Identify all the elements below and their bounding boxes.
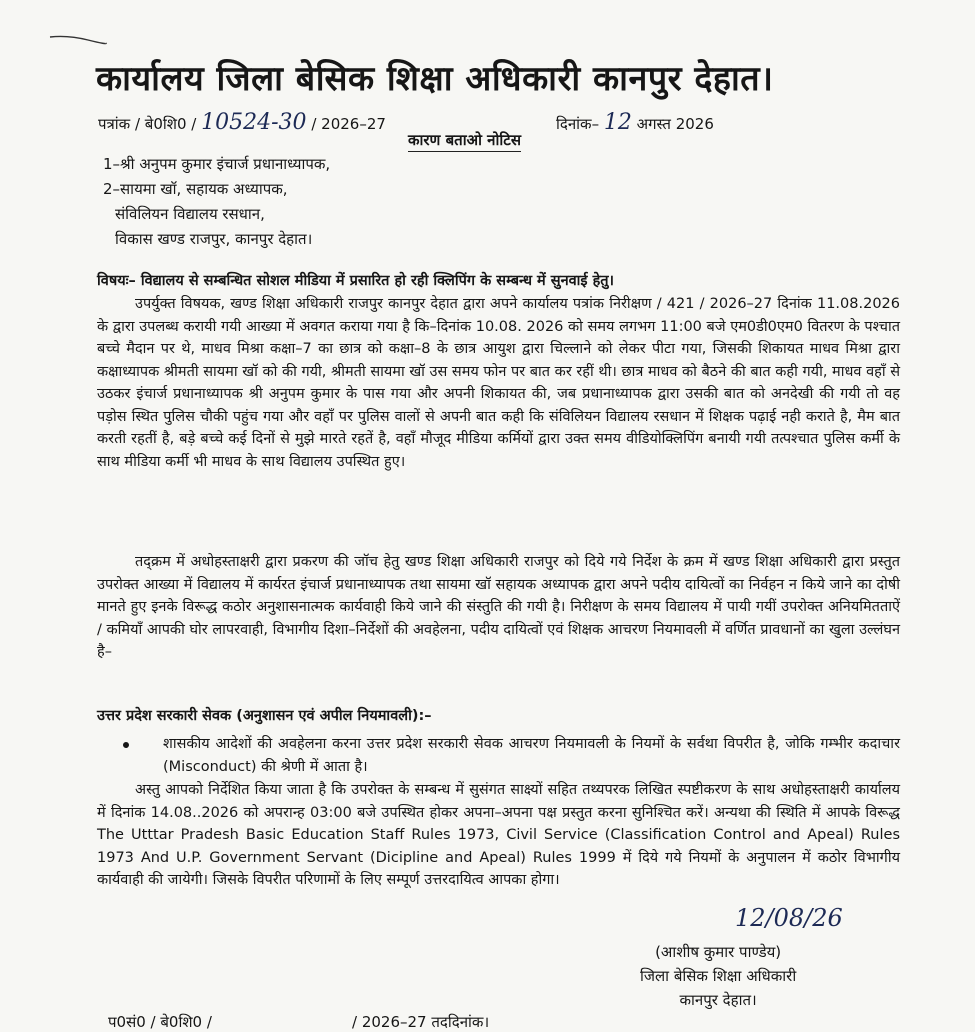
reference-number [98, 110, 386, 135]
date-label: दिनांक– [556, 115, 600, 133]
paragraph-2-text: तद्क्रम में अधोहस्ताक्षरी द्वारा प्रकरण की जॉच हेतु खण्ड शिक्षा अधिकारी राजपुर को दिये गये निर्देश के क्रम में खण्ड शिक्षा अधिकारी द्वारा प्रस्तुत उपरोक्त आख्या में विद्यालय में कार्यरत इंचार्ज प्रधानाध्यापक तथा सायमा खॉ सहायक अध्यापक द्वारा अपने पदीय दायित्वों का निर्वहन न किये जाने का दोषी मानते हुए इनके विरूद्ध कठोर अनुशासनात्मक कार्यवाही किये जाने की संस्तुति की गयी है। निरीक्षण के समय विद्यालय में पायी गयीं उपरोक्त अनियमितताऐं / कमियॉं आपकी घोर लापरवाही, विभागीय दिशा–निर्देशों की अवहेलना, पदीय दायित्वों एवं शिक्षक आचरण नियमावली में वर्णित प्रावधानों का खुला उल्लंघन है– [97, 554, 900, 660]
footer-ref: प0सं0 / बे0शि0 / [108, 1013, 212, 1031]
notice-date [556, 110, 714, 135]
addressee-line-1: 1–श्री अनुपम कुमार इंचार्ज प्रधानाध्यापक, [103, 155, 331, 173]
date-handwritten: 12 [603, 110, 632, 135]
paragraph-1-text: उपर्युक्त विषयक, खण्ड शिक्षा अधिकारी राजपुर कानपुर देहात द्वारा अपने कार्यालय पत्रांक निरीक्षण / 421 / 2026–27 दिनांक 11.08.2026 के द्वारा उपलब्ध करायी गयी आख्या में अवगत कराया गया है कि–दिनांक 10.08. 2026 को समय लगभग 11:00 बजे एम0डी0एम0 वितरण के पश्चात बच्चे मैदान पर थे, माधव मिश्रा कक्षा–7 का छात्र को कक्षा–8 के छात्र आयुश द्वारा चिल्लाने को लेकर पीटा गया, जिसकी शिकायत माधव मिश्रा द्वारा कक्षाध्यापक श्रीमती सायमा खॉ को की गयी, श्रीमती सायमा खॉ उस समय फोन पर बात कर रहीं थी। छात्र माधव को बैठने की बात कही गयी, माधव वहॉं से उठकर इंचार्ज प्रधानाध्यापक श्री अनुपम कुमार के पास गया और अपनी शिकायत की, जब प्रधानाध्यापक द्वारा उसकी बात को अनदेखी की गयी तो वह पड़ोस स्थित पुलिस चौकी पहुंच गया और वहॉं पर पुलिस वालों से अपनी बात कही कि संविलियन विद्यालय रसधान में शिक्षक पढ़ाई नही कराते है, मैम बात करती रहतीं है, बड़े बच्चे कई दिनों से मुझे मारते रहतें है, वहॉं मौजूद मीडिया कर्मियों द्वारा उक्त समय वीडियोक्लिपिंग बनायी गयी तत्पश्चात पुलिस कर्मी के साथ मीडिया कर्मी भी माधव के साथ विद्यालय उपस्थित हुए। [97, 296, 900, 470]
ref-prefix: पत्रांक / बे0शि0 / [98, 115, 197, 133]
paragraph-incident [97, 293, 900, 473]
notice-title: कारण बताओ नोटिस [408, 130, 521, 152]
addressee-line-2: 2–सायमा खॉ, सहायक अध्यापक, [103, 180, 288, 198]
law-heading: उत्तर प्रदेश सरकारी सेवक (अनुशासन एवं अपील नियमावली):– [97, 708, 432, 724]
addressee-line-4: विकास खण्ड राजपुर, कानपुर देहात। [115, 230, 313, 248]
date-rest: अगस्त 2026 [636, 115, 714, 133]
footer-session-date: / 2026–27 तददिनांक। [352, 1013, 490, 1031]
signature-handwritten: 12/08/26 [735, 904, 843, 932]
subject-line: विषयः– विद्यालय से सम्बन्धित सोशल मीडिया में प्रसारित हो रही क्लिपिंग के सम्बन्ध में सुनवाई हेतु। [97, 273, 615, 289]
bullet-dot-icon [123, 742, 129, 748]
ref-session: / 2026–27 [311, 115, 386, 133]
signatory-designation: जिला बेसिक शिक्षा अधिकारी [640, 967, 797, 985]
signatory-place: कानपुर देहात। [679, 991, 757, 1009]
ref-handwritten: 10524-30 [201, 110, 307, 135]
signatory-name: (आशीष कुमार पाण्डेय) [655, 943, 782, 961]
pen-scribble-mark [48, 33, 108, 45]
paragraph-3-text: अस्तु आपको निर्देशित किया जाता है कि उपरोक्त के सम्बन्ध में सुसंगत साक्ष्यों सहित तथ्यपरक लिखित स्पष्टीकरण के साथ अधोहस्ताक्षरी कार्यालय में दिनांक 14.08..2026 को अपरान्ह 03:00 बजे उपस्थित होकर अपना–अपना पक्ष प्रस्तुत करना सुनिश्चित करें। अन्यथा की स्थिति में आपके विरूद्ध The Utttar Pradesh Basic Education Staff Rules 1973, Civil Service (Classification Control and Apeal) Rules 1973 And U.P. Government Servant (Dicipline and Apeal) Rules 1999 में दिये गये नियमों के अनुपालन में कठोर विभागीय कार्यवाही की जायेगी। जिसके विपरीत परिणामों के लिए सम्पूर्ण उत्तरदायित्व आपका होगा। [97, 782, 900, 888]
paragraph-directive [97, 779, 900, 892]
paragraph-inquiry [97, 551, 900, 664]
signature-block [640, 940, 796, 1012]
addressee-line-3: संविलियन विद्यालय रसधान, [115, 205, 265, 223]
office-title: कार्यालय जिला बेसिक शिक्षा अधिकारी कानपुर देहात। [96, 59, 774, 99]
addressee-block [103, 152, 330, 252]
bullet-text: शासकीय आदेशों की अवहेलना करना उत्तर प्रदेश सरकारी सेवक आचरण नियमावली के नियमों के सर्वथा विपरीत है, जोकि गम्भीर कदाचार (Misconduct) की श्रेणी में आता है। [163, 736, 900, 775]
bullet-item [133, 733, 900, 778]
